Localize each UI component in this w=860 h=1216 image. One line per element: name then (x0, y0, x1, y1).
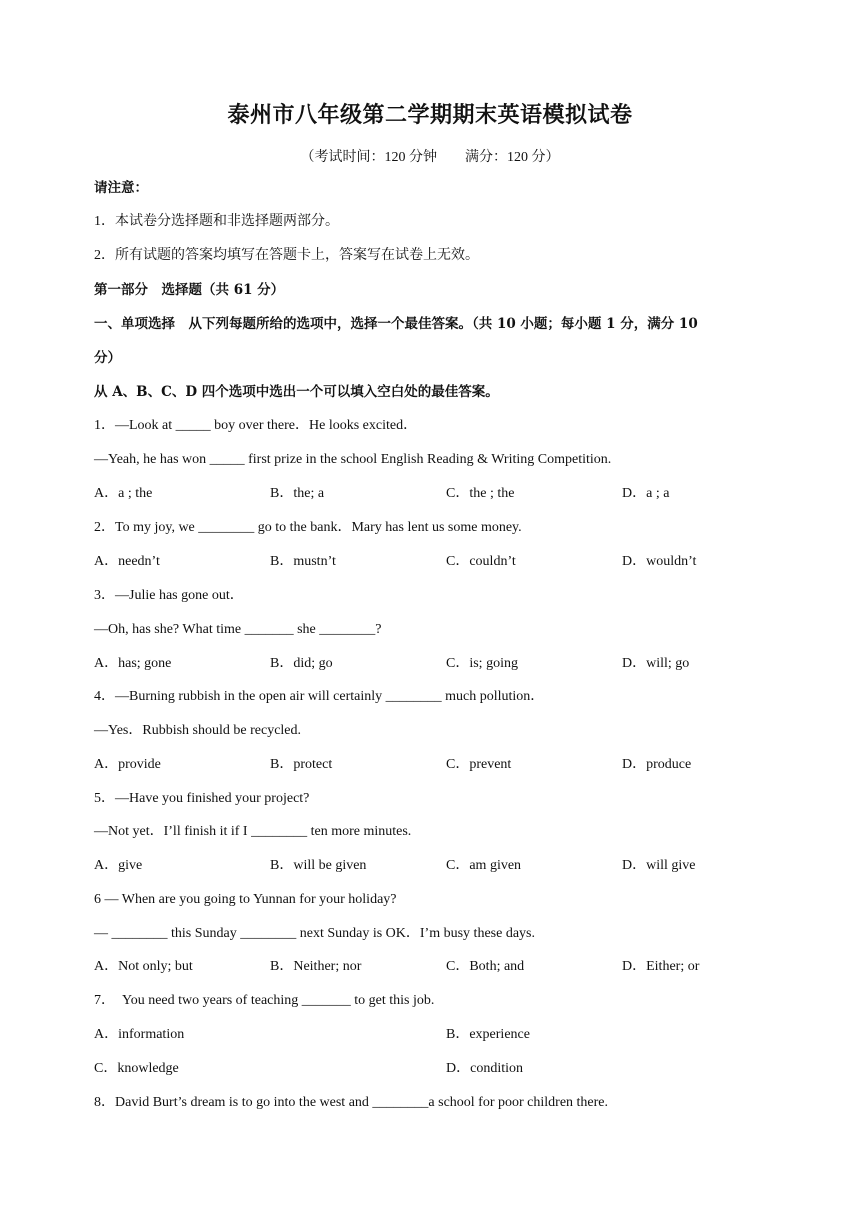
option-c: C．am given (446, 858, 522, 873)
option-a: A．needn’t (94, 554, 160, 569)
question-stem: —Yeah, he has won _____ first prize in the school English Reading & Writing Competition. (94, 452, 612, 467)
question-stem: —Yes．Rubbish should be recycled. (94, 723, 302, 738)
question-stem: 4．—Burning rubbish in the open air will certainly ________ much pollution． (94, 689, 545, 704)
question-stem: 2．To my joy, we ________ go to the bank．Mary has lent us some money. (94, 520, 522, 535)
option-d: D．produce (622, 757, 692, 772)
option-row (94, 654, 774, 674)
option-c: C．couldn’t (446, 554, 516, 569)
question-stem: 7． You need two years of teaching _______ to get this job. (94, 993, 435, 1008)
option-a: A．give (94, 858, 143, 873)
option-c: C．Both; and (446, 959, 525, 974)
option-b: B．protect (270, 757, 333, 772)
question-stem: 1．—Look at _____ boy over there．He looks excited． (94, 418, 418, 433)
option-b: B．did; go (270, 656, 333, 671)
option-row (94, 1059, 774, 1079)
question-stem: — ________ this Sunday ________ next Sunday is OK．I’m busy these days. (94, 926, 535, 941)
question-stem: —Not yet．I’ll finish it if I ________ ten more minutes. (94, 824, 412, 839)
section-instruction: 从 A、B、C、D 四个选项中选出一个可以填入空白处的最佳答案。 (94, 384, 499, 400)
option-c: C．knowledge (94, 1061, 179, 1076)
question-stem: 8．David Burt’s dream is to go into the west and ________a school for poor children there. (94, 1095, 609, 1110)
question-stem: 6 — When are you going to Yunnan for your holiday? (94, 892, 397, 907)
option-row (94, 484, 774, 504)
option-d: D．a ; a (622, 486, 670, 501)
part-heading: 第一部分 选择题（共 61 分） (94, 282, 285, 298)
option-row (94, 856, 774, 876)
option-c: C．is; going (446, 656, 518, 671)
option-row (94, 1025, 774, 1045)
option-a: A．information (94, 1027, 185, 1042)
option-c: C．prevent (446, 757, 512, 772)
option-a: A．provide (94, 757, 161, 772)
exam-subtitle: （考试时间：120 分钟 满分：120 分） (300, 150, 560, 165)
option-b: B．experience (446, 1027, 530, 1042)
option-b: B．Neither; nor (270, 959, 362, 974)
option-d: D．condition (446, 1061, 523, 1076)
notice-item: 1．本试卷分选择题和非选择题两部分。 (94, 214, 339, 229)
option-row (94, 957, 774, 977)
option-c: C．the ; the (446, 486, 515, 501)
notice-heading: 请注意： (94, 180, 148, 196)
question-stem: 3．—Julie has gone out． (94, 588, 244, 603)
notice-item: 2．所有试题的答案均填写在答题卡上，答案写在试卷上无效。 (94, 248, 479, 263)
option-d: D．Either; or (622, 959, 700, 974)
section-heading: 一、单项选择 从下列每题所给的选项中，选择一个最佳答案。（共 10 小题；每小题 1 分，满分 10 (94, 316, 698, 332)
option-d: D．will give (622, 858, 696, 873)
option-d: D．wouldn’t (622, 554, 697, 569)
question-stem: 5．—Have you finished your project? (94, 791, 310, 806)
question-stem: —Oh, has she? What time _______ she ________? (94, 622, 382, 637)
option-row (94, 755, 774, 775)
option-row (94, 552, 774, 572)
option-b: B．the; a (270, 486, 325, 501)
option-a: A．a ; the (94, 486, 153, 501)
exam-title: 泰州市八年级第二学期期末英语模拟试卷 (227, 102, 633, 128)
option-d: D．will; go (622, 656, 690, 671)
option-a: A．Not only; but (94, 959, 193, 974)
option-a: A．has; gone (94, 656, 172, 671)
section-heading-cont: 分） (94, 350, 121, 366)
option-b: B．will be given (270, 858, 367, 873)
option-b: B．mustn’t (270, 554, 336, 569)
